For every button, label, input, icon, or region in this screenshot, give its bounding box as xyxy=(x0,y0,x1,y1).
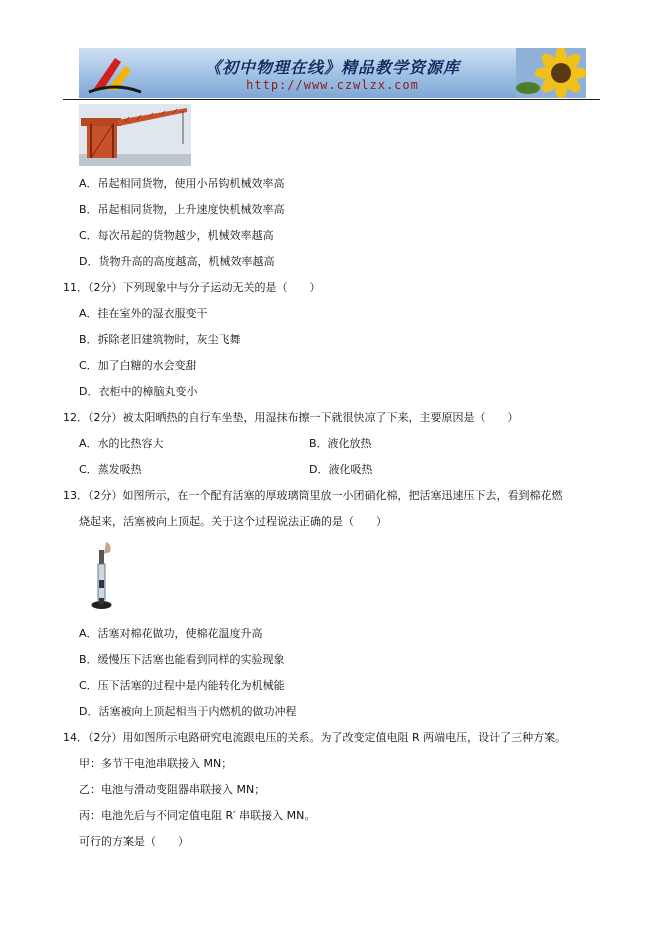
q11-option-b: B．拆除老旧建筑物时，灰尘飞舞 xyxy=(79,333,241,346)
q13-option-a: A．活塞对棉花做功，使棉花温度升高 xyxy=(79,627,263,640)
q13-option-d: D．活塞被向上顶起相当于内燃机的做功冲程 xyxy=(79,705,297,718)
q10-option-a: A．吊起相同货物，使用小吊钩机械效率高 xyxy=(79,177,285,190)
header-banner xyxy=(79,48,586,98)
crane-photo xyxy=(79,104,191,166)
q11-option-d: D．衣柜中的樟脑丸变小 xyxy=(79,385,198,398)
q11-option-a: A．挂在室外的湿衣服变干 xyxy=(79,307,208,320)
header-divider xyxy=(63,99,600,100)
q12-option-b: B．液化放热 xyxy=(309,437,372,450)
q13-option-c: C．压下活塞的过程中是内能转化为机械能 xyxy=(79,679,285,692)
q14-plan-a: 甲：多节干电池串联接入 MN； xyxy=(79,757,233,770)
q11-option-c: C．加了白糖的水会变甜 xyxy=(79,359,197,372)
q12-stem: 12．（2分）被太阳晒热的自行车坐垫，用湿抹布擦一下就很快凉了下来，主要原因是（ ） xyxy=(63,411,519,424)
q14-question: 可行的方案是（ ） xyxy=(79,835,189,848)
air-compression-apparatus-image xyxy=(86,540,116,612)
q12-option-d: D．液化吸热 xyxy=(309,463,373,476)
q12-option-c: C．蒸发吸热 xyxy=(79,463,142,476)
q10-option-c: C．每次吊起的货物越少，机械效率越高 xyxy=(79,229,274,242)
q10-option-b: B．吊起相同货物，上升速度快机械效率高 xyxy=(79,203,285,216)
q12-option-a: A．水的比热容大 xyxy=(79,437,164,450)
q14-plan-b: 乙：电池与滑动变阻器串联接入 MN； xyxy=(79,783,266,796)
sunflower-image xyxy=(516,48,586,98)
q13-stem-line1: 13．（2分）如图所示，在一个配有活塞的厚玻璃筒里放一小团硝化棉，把活塞迅速压下去，看到棉花燃 xyxy=(63,489,563,502)
banner-url: http://www.czwlzx.com xyxy=(246,78,419,92)
q13-option-b: B．缓慢压下活塞也能看到同样的实验现象 xyxy=(79,653,285,666)
q13-stem-line2: 烧起来，活塞被向上顶起。关于这个过程说法正确的是（ ） xyxy=(79,515,387,528)
banner-title: 《初中物理在线》精品教学资源库 xyxy=(204,58,460,77)
q14-plan-c: 丙：电池先后与不同定值电阻 R′ 串联接入 MN。 xyxy=(79,809,316,822)
q11-stem: 11．（2分）下列现象中与分子运动无关的是（ ） xyxy=(63,281,321,294)
q10-option-d: D．货物升高的高度越高，机械效率越高 xyxy=(79,255,275,268)
q14-stem: 14．（2分）用如图所示电路研究电流跟电压的关系。为了改变定值电阻 R 两端电压，设计了三种方案。 xyxy=(63,731,567,744)
